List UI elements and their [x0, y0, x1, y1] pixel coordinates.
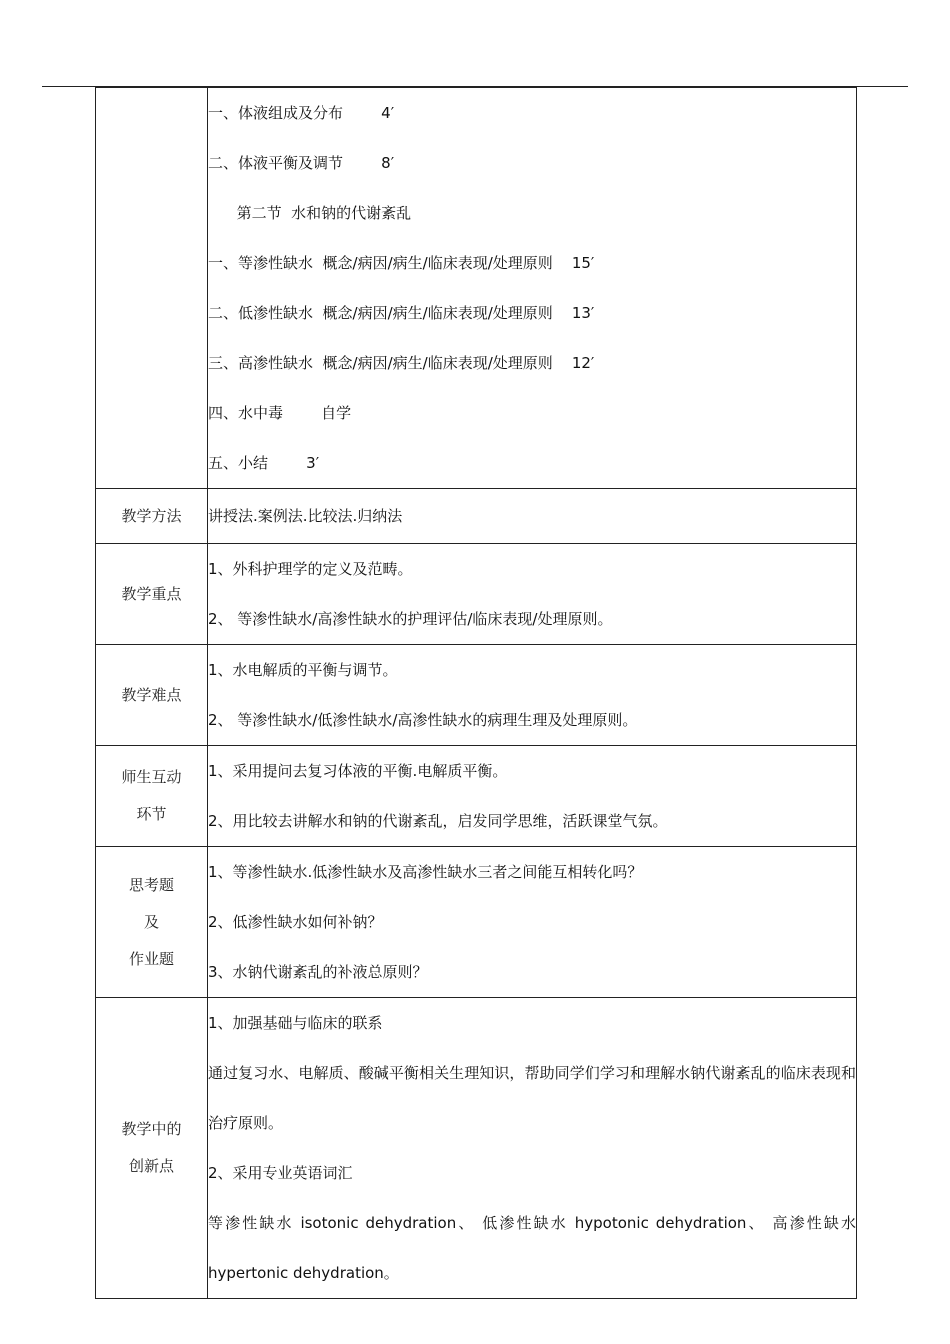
interaction-label-line: 师生互动 [121, 768, 182, 786]
questions-content [208, 847, 857, 998]
difficulty-label: 教学难点 [96, 645, 208, 746]
outline-line: 三、高渗性缺水 概念/病因/病生/临床表现/处理原则 12′ [208, 354, 595, 372]
row-difficulty [96, 645, 857, 746]
questions-label-line: 思考题 [128, 875, 174, 894]
outline-line: 五、小结 3′ [208, 454, 320, 472]
outline-label [96, 88, 208, 489]
interaction-line: 1、采用提问去复习体液的平衡.电解质平衡。 [208, 762, 508, 780]
outline-line: 二、低渗性缺水 概念/病因/病生/临床表现/处理原则 13′ [208, 304, 595, 322]
questions-label-line: 作业题 [128, 949, 174, 968]
innovation-label-line: 创新点 [128, 1157, 174, 1175]
outline-line: 一、等渗性缺水 概念/病因/病生/临床表现/处理原则 15′ [208, 254, 595, 272]
innovation-paragraph: 等渗性缺水 isotonic dehydration、 低渗性缺水 hypotonic dehydration、 高渗性缺水 hypertonic dehydration。 [208, 1214, 856, 1282]
row-focus [96, 544, 857, 645]
method-label: 教学方法 [96, 489, 208, 544]
interaction-label [96, 746, 208, 847]
innovation-content [208, 998, 857, 1299]
difficulty-content [208, 645, 857, 746]
questions-label-line: 及 [143, 912, 159, 931]
question-line: 2、低渗性缺水如何补钠？ [208, 913, 383, 931]
lesson-plan-table [95, 87, 857, 1299]
difficulty-line: 2、 等渗性缺水/低渗性缺水/高渗性缺水的病理生理及处理原则。 [208, 711, 638, 729]
row-questions [96, 847, 857, 998]
interaction-line: 2、用比较去讲解水和钠的代谢紊乱，启发同学思维，活跃课堂气氛。 [208, 812, 668, 830]
outline-line: 二、体液平衡及调节 8′ [208, 154, 395, 172]
outline-content [208, 88, 857, 489]
innovation-label-line: 教学中的 [121, 1120, 182, 1138]
row-interaction [96, 746, 857, 847]
difficulty-line: 1、水电解质的平衡与调节。 [208, 661, 398, 679]
method-text: 讲授法.案例法.比较法.归纳法 [208, 507, 403, 525]
question-line: 1、等渗性缺水.低渗性缺水及高渗性缺水三者之间能互相转化吗？ [208, 863, 643, 881]
question-line: 3、水钠代谢紊乱的补液总原则？ [208, 963, 428, 981]
row-innovation [96, 998, 857, 1299]
row-outline [96, 88, 857, 489]
focus-label: 教学重点 [96, 544, 208, 645]
innovation-label [96, 998, 208, 1299]
row-method [96, 489, 857, 544]
interaction-content [208, 746, 857, 847]
innovation-paragraph: 通过复习水、电解质、酸碱平衡相关生理知识，帮助同学们学习和理解水钠代谢紊乱的临床表现和治疗原则。 [208, 1064, 856, 1132]
innovation-heading: 1、加强基础与临床的联系 [208, 1014, 383, 1032]
focus-line: 2、 等渗性缺水/高渗性缺水的护理评估/临床表现/处理原则。 [208, 610, 613, 628]
outline-line: 四、水中毒 自学 [208, 404, 352, 422]
innovation-heading: 2、采用专业英语词汇 [208, 1164, 353, 1182]
outline-section-title: 第二节 水和钠的代谢紊乱 [208, 204, 412, 222]
outline-line: 一、体液组成及分布 4′ [208, 104, 395, 122]
focus-line: 1、外科护理学的定义及范畴。 [208, 560, 413, 578]
method-content [208, 489, 857, 544]
interaction-label-line: 环节 [136, 805, 167, 823]
questions-label [96, 847, 208, 998]
focus-content [208, 544, 857, 645]
